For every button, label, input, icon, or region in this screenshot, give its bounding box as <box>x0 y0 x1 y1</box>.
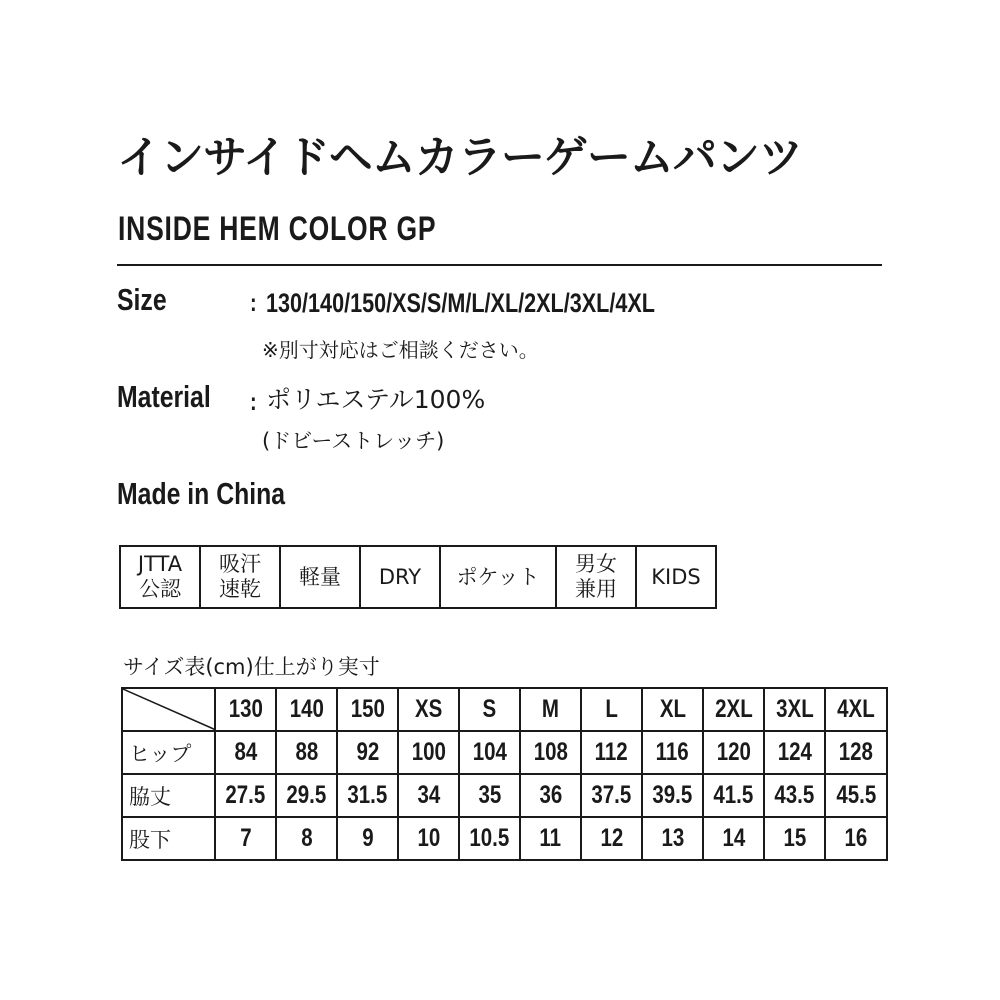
table-cell: 10 <box>398 817 459 860</box>
material-colon: : <box>250 388 257 416</box>
feature-badge-pocket: ポケット <box>439 545 557 609</box>
size-note: ※別寸対応はご相談ください。 <box>262 338 539 362</box>
table-cell: 13 <box>642 817 703 860</box>
row-label: 股下 <box>122 817 215 860</box>
column-header: 130 <box>215 688 276 731</box>
table-cell: 11 <box>520 817 581 860</box>
table-cell: 43.5 <box>764 774 825 817</box>
table-cell: 112 <box>581 731 642 774</box>
size-colon: : <box>250 289 257 317</box>
table-row-hip <box>122 731 887 774</box>
table-cell: 29.5 <box>276 774 337 817</box>
table-cell: 92 <box>337 731 398 774</box>
feature-badges <box>121 545 717 609</box>
table-cell: 39.5 <box>642 774 703 817</box>
column-header: S <box>459 688 520 731</box>
column-header: 140 <box>276 688 337 731</box>
table-cell: 9 <box>337 817 398 860</box>
column-header: M <box>520 688 581 731</box>
table-row-inseam <box>122 817 887 860</box>
size-table <box>121 687 888 861</box>
feature-badge-dry: DRY <box>359 545 441 609</box>
column-header: 4XL <box>825 688 887 731</box>
title-divider <box>117 264 882 266</box>
table-cell: 88 <box>276 731 337 774</box>
material-label: Material <box>117 379 211 414</box>
material-note: (ドビーストレッチ) <box>262 429 445 453</box>
diagonal-line <box>123 689 215 730</box>
size-value: 130/140/150/XS/S/M/L/XL/2XL/3XL/4XL <box>266 288 655 318</box>
table-cell: 124 <box>764 731 825 774</box>
column-header: 3XL <box>764 688 825 731</box>
table-row-side-length <box>122 774 887 817</box>
column-header: 2XL <box>703 688 764 731</box>
table-cell: 45.5 <box>825 774 887 817</box>
table-cell: 34 <box>398 774 459 817</box>
feature-badge-jtta: JTTA 公認 <box>119 545 201 609</box>
table-cell: 8 <box>276 817 337 860</box>
table-cell: 14 <box>703 817 764 860</box>
column-header: 150 <box>337 688 398 731</box>
table-corner-cell <box>122 688 215 731</box>
table-cell: 104 <box>459 731 520 774</box>
table-cell: 128 <box>825 731 887 774</box>
table-cell: 84 <box>215 731 276 774</box>
table-cell: 31.5 <box>337 774 398 817</box>
table-cell: 116 <box>642 731 703 774</box>
table-cell: 27.5 <box>215 774 276 817</box>
row-label: 脇丈 <box>122 774 215 817</box>
table-cell: 16 <box>825 817 887 860</box>
feature-badge-sweat-absorbent: 吸汗 速乾 <box>199 545 281 609</box>
feature-badge-kids: KIDS <box>635 545 717 609</box>
size-table-header-row <box>122 688 887 731</box>
country-of-origin: Made in China <box>117 476 286 511</box>
table-cell: 120 <box>703 731 764 774</box>
material-value: ポリエステル100% <box>266 385 486 414</box>
table-cell: 10.5 <box>459 817 520 860</box>
feature-badge-lightweight: 軽量 <box>279 545 361 609</box>
column-header: XS <box>398 688 459 731</box>
feature-badge-unisex: 男女 兼用 <box>555 545 637 609</box>
product-title-japanese: インサイドヘムカラーゲームパンツ <box>117 132 802 183</box>
column-header: L <box>581 688 642 731</box>
table-cell: 36 <box>520 774 581 817</box>
size-table-caption: サイズ表(cm)仕上がり実寸 <box>123 655 380 679</box>
table-cell: 12 <box>581 817 642 860</box>
table-cell: 35 <box>459 774 520 817</box>
table-cell: 100 <box>398 731 459 774</box>
product-title-english: INSIDE HEM COLOR GP <box>118 210 437 248</box>
row-label: ヒップ <box>122 731 215 774</box>
table-cell: 41.5 <box>703 774 764 817</box>
table-cell: 37.5 <box>581 774 642 817</box>
table-cell: 108 <box>520 731 581 774</box>
table-cell: 7 <box>215 817 276 860</box>
table-cell: 15 <box>764 817 825 860</box>
size-label: Size <box>117 282 167 317</box>
column-header: XL <box>642 688 703 731</box>
